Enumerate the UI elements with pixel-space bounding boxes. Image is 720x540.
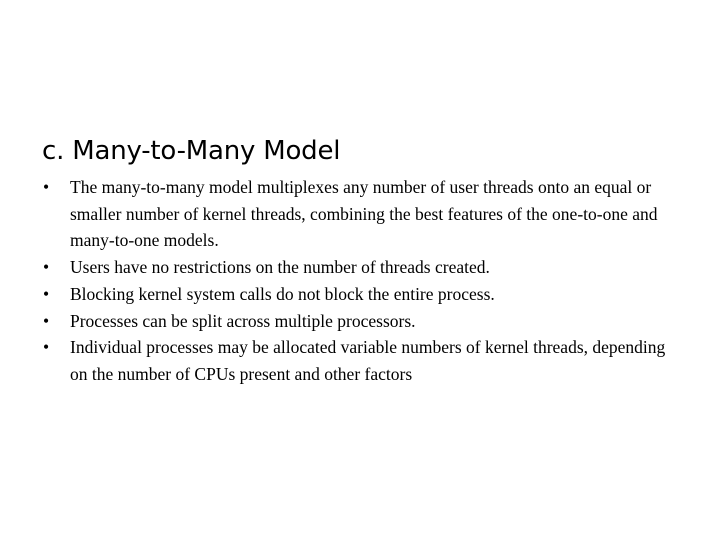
bullet-list	[42, 174, 682, 388]
bullet-text: The many-to-many model multiplexes any number of user threads onto an equal or smaller number of kernel threads, combining the best features of the one-to-one and many-to-one models.	[70, 177, 658, 251]
bullet-text: Users have no restrictions on the number of threads created.	[70, 257, 490, 278]
bullet-icon: •	[43, 177, 50, 197]
list-item	[42, 174, 682, 254]
bullet-icon: •	[43, 337, 50, 358]
bullet-text: Processes can be split across multiple processors.	[70, 310, 416, 331]
list-item	[42, 308, 682, 335]
list-item	[42, 334, 682, 387]
bullet-icon: •	[43, 283, 50, 304]
slide-title: c. Many-to-Many Model	[42, 136, 341, 166]
bullet-icon: •	[43, 310, 50, 331]
bullet-text: Individual processes may be allocated variable numbers of kernel threads, depending on the number of CPUs present and other factors	[70, 337, 666, 384]
bullet-icon: •	[43, 257, 50, 278]
list-item	[42, 254, 682, 281]
list-item	[42, 281, 682, 308]
bullet-text: Blocking kernel system calls do not block the entire process.	[70, 283, 495, 304]
